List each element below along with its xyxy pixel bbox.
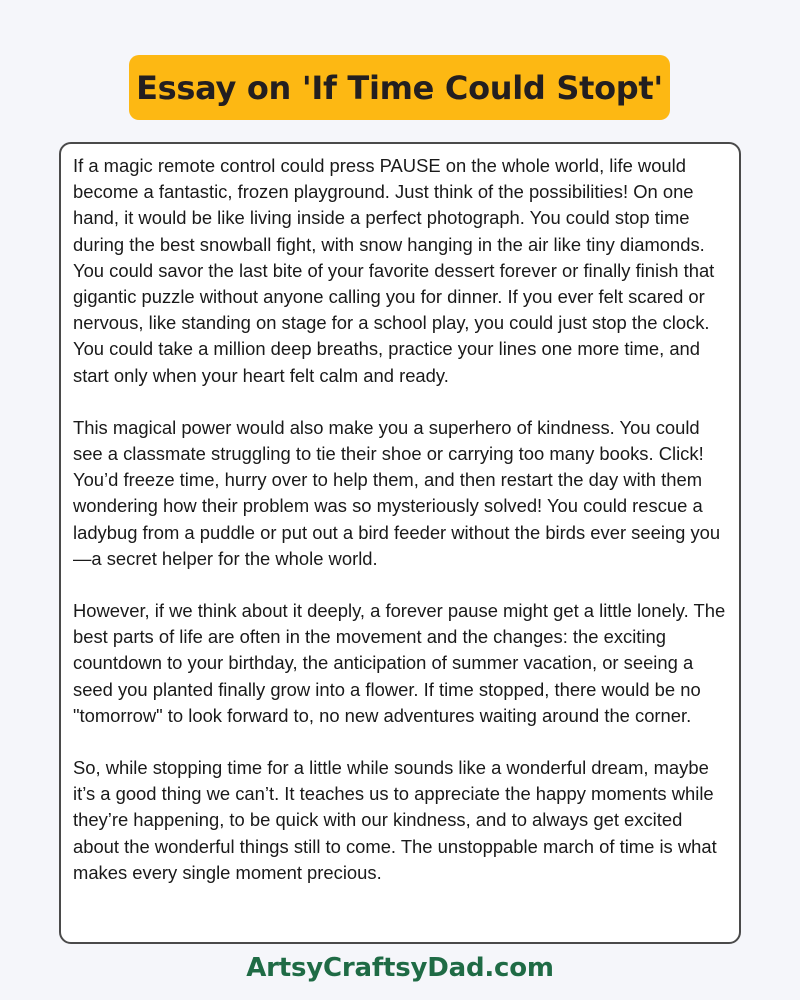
essay-paragraph-2: This magical power would also make you a superhero of kindness. You could see a classmate struggling to tie their shoe or carrying too many books. Click! You’d freeze time, hurry over to help them, and then restart the day with them wondering how their problem was so mysteriously solved! You could rescue a ladybug from a puddle or put out a bird feeder without the birds ever seeing you—a secret helper for the whole world. <box>73 416 721 569</box>
page-title: Essay on 'If Time Could Stopt' <box>136 68 663 107</box>
essay-paragraph-4: So, while stopping time for a little while sounds like a wonderful dream, maybe it’s a good thing we can’t. It teaches us to appreciate the happy moments while they’re happening, to be quick with our kindness, and to always get excited about the wonderful things still to come. The unstoppable march of time is what makes every single moment precious. <box>73 757 717 883</box>
title-banner <box>129 55 670 120</box>
essay-card <box>59 142 741 944</box>
essay-paragraph-1: If a magic remote control could press PAUSE on the whole world, life would become a fantastic, frozen playground. Just think of the possibilities! On one hand, it would be like living inside a perfect photograph. You could stop time during the best snowball fight, with snow hanging in the air like tiny diamonds. You could savor the last bite of your favorite dessert forever or finally finish that gigantic puzzle without anyone calling you for dinner. If you ever felt scared or nervous, like standing on stage for a school play, you could just stop the clock. You could take a million deep breaths, practice your lines one more time, and start only when your heart felt calm and ready. <box>73 155 715 386</box>
essay-paragraph-3: However, if we think about it deeply, a forever pause might get a little lonely. The best parts of life are often in the movement and the changes: the exciting countdown to your birthday, the anticipation of summer vacation, or seeing a seed you planted finally grow into a flower. If time stopped, there would be no "tomorrow" to look forward to, no new adventures waiting around the corner. <box>73 600 726 726</box>
footer-brand: ArtsyCraftsyDad.com <box>246 953 554 983</box>
